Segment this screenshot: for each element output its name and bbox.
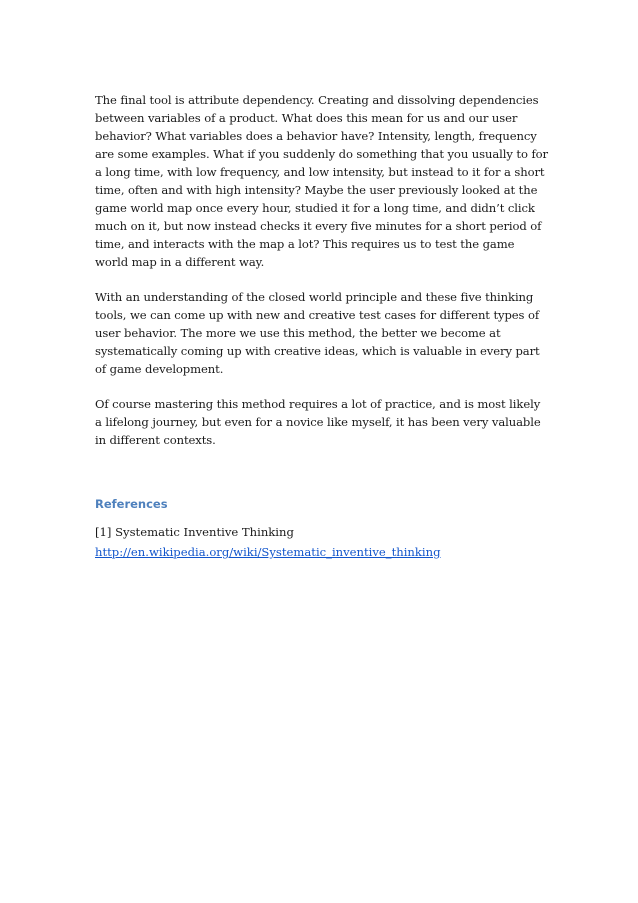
- document-page: [95, 91, 550, 561]
- paragraph-closed-world: With an understanding of the closed world principle and these five thinking tools, we can come up with new and creative test cases for different types of user behavior. The more we use this method, the better we become at systematically coming up with creative ideas, which is valuable in every part of game development.: [95, 290, 540, 376]
- paragraph-attribute-dependency: The final tool is attribute dependency. Creating and dissolving dependencies between variables of a product. What does this mean for us and our user behavior? What variables does a behavior have? Intensity, length, frequency are some examples. What if you suddenly do something that you usually to for a long time, with low frequency, and low intensity, but instead to it for a short time, often and with high intensity? Maybe the user previously looked at the game world map once every hour, studied it for a long time, and didn’t click much on it, but now instead checks it every five minutes for a short period of time, and interacts with the map a lot? This requires us to test the game world map in a different way.: [95, 93, 548, 269]
- reference-link[interactable]: http://en.wikipedia.org/wiki/Systematic_inventive_thinking: [95, 545, 441, 559]
- references-heading: References: [95, 497, 168, 511]
- reference-item: [95, 523, 550, 561]
- reference-title: [1] Systematic Inventive Thinking: [95, 525, 294, 539]
- paragraph-practice: Of course mastering this method requires a lot of practice, and is most likely a lifelong journey, but even for a novice like myself, it has been very valuable in different contexts.: [95, 397, 541, 447]
